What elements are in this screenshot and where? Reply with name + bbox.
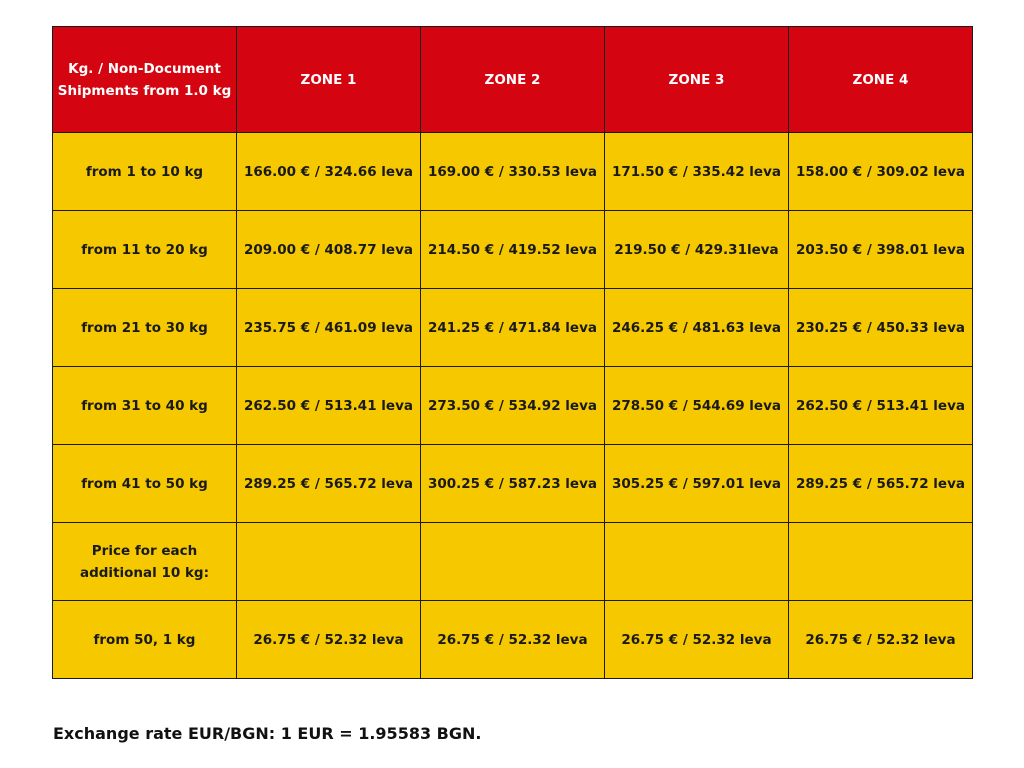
price-cell: 214.50 € / 419.52 leva [421,211,605,289]
header-zone-4: ZONE 4 [789,27,973,133]
price-cell: 169.00 € / 330.53 leva [421,133,605,211]
price-cell: 235.75 € / 461.09 leva [237,289,421,367]
price-cell-empty [421,523,605,601]
table-row [53,211,973,289]
price-cell: 209.00 € / 408.77 leva [237,211,421,289]
price-cell: 158.00 € / 309.02 leva [789,133,973,211]
header-weight-category: Kg. / Non-Document Shipments from 1.0 kg [53,27,237,133]
row-label: from 11 to 20 kg [53,211,237,289]
price-cell: 273.50 € / 534.92 leva [421,367,605,445]
row-label: from 41 to 50 kg [53,445,237,523]
header-zone-1: ZONE 1 [237,27,421,133]
table-row [53,367,973,445]
price-cell-empty [605,523,789,601]
table-row [53,445,973,523]
price-cell: 262.50 € / 513.41 leva [789,367,973,445]
price-cell: 300.25 € / 587.23 leva [421,445,605,523]
exchange-rate-note: Exchange rate EUR/BGN: 1 EUR = 1.95583 BGN. [53,724,482,743]
price-cell: 171.50 € / 335.42 leva [605,133,789,211]
price-table [52,26,973,679]
price-cell: 289.25 € / 565.72 leva [237,445,421,523]
price-cell: 241.25 € / 471.84 leva [421,289,605,367]
price-cell: 262.50 € / 513.41 leva [237,367,421,445]
table-row [53,523,973,601]
price-cell-empty [237,523,421,601]
table-header [53,27,973,133]
header-zone-3: ZONE 3 [605,27,789,133]
row-label: from 1 to 10 kg [53,133,237,211]
row-label: from 31 to 40 kg [53,367,237,445]
row-label: from 21 to 30 kg [53,289,237,367]
row-label: Price for each additional 10 kg: [53,523,237,601]
price-cell: 26.75 € / 52.32 leva [789,601,973,679]
price-cell: 26.75 € / 52.32 leva [605,601,789,679]
price-cell: 230.25 € / 450.33 leva [789,289,973,367]
price-cell-empty [789,523,973,601]
table-body [53,133,973,679]
price-cell: 278.50 € / 544.69 leva [605,367,789,445]
price-cell: 289.25 € / 565.72 leva [789,445,973,523]
table-row [53,289,973,367]
price-cell: 219.50 € / 429.31leva [605,211,789,289]
row-label: from 50, 1 kg [53,601,237,679]
price-cell: 166.00 € / 324.66 leva [237,133,421,211]
header-zone-2: ZONE 2 [421,27,605,133]
price-cell: 26.75 € / 52.32 leva [421,601,605,679]
header-row [53,27,973,133]
table-row [53,133,973,211]
price-cell: 203.50 € / 398.01 leva [789,211,973,289]
price-cell: 246.25 € / 481.63 leva [605,289,789,367]
table-row [53,601,973,679]
price-cell: 305.25 € / 597.01 leva [605,445,789,523]
price-cell: 26.75 € / 52.32 leva [237,601,421,679]
